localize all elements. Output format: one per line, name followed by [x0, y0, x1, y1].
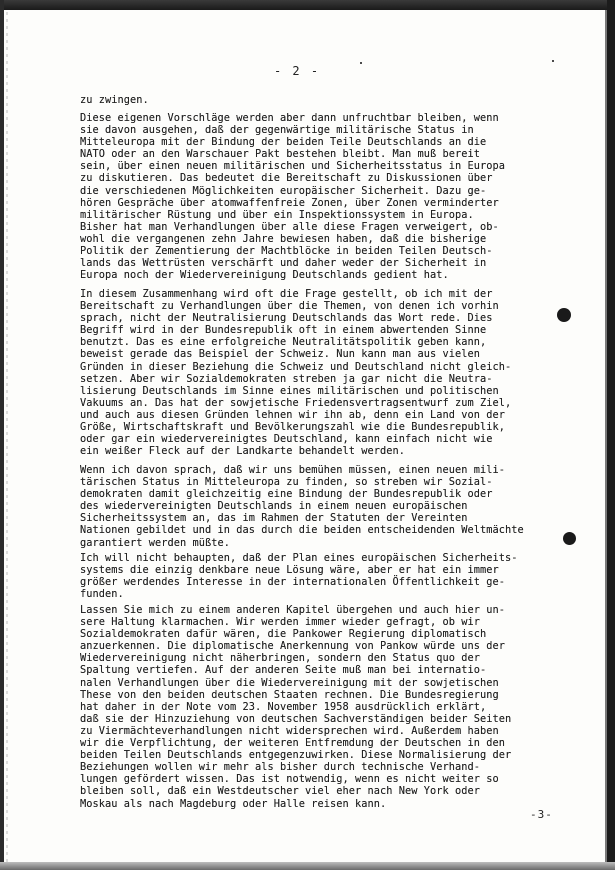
scan-shadow-right [607, 0, 615, 870]
text-line: oder gar ein wiedervereinigtes Deutschland, kann einfach nicht wie [80, 433, 493, 446]
text-line: Lassen Sie mich zu einem anderen Kapitel übergehen und auch hier un- [80, 604, 505, 616]
text-line: setzen. Aber wir Sozialdemokraten streben ja gar nicht die Neutra- [80, 372, 493, 385]
text-line: Begriff wird in der Bundesrepublik oft in einem abwertenden Sinne [80, 324, 487, 337]
text-line: lands das Wettrüsten verschärft und daher weder der Sicherheit in [80, 257, 487, 270]
text-line: Gründen in dieser Beziehung die Schweiz und Deutschland nicht gleich- [80, 360, 512, 373]
text-line: zu diskutieren. Das bedeutet die Bereitschaft zu Diskussionen über [80, 172, 493, 185]
text-line: Beziehungen wollen wir mehr als bisher durch technische Verhand- [80, 761, 480, 774]
paragraph-2 [80, 112, 572, 281]
text-line: Spaltung vertiefen. Auf der anderen Seite muß man bei internatio- [80, 664, 487, 677]
paragraph-5 [80, 552, 572, 600]
paragraph-1 [80, 94, 572, 106]
text-line: Mitteleuropa mit der Bindung der beiden Teile Deutschlands an die [80, 136, 487, 149]
text-line: NATO oder an den Warschauer Pakt bestehen bleibt. Man muß bereit [80, 148, 480, 161]
continuation-marker: -3- [530, 808, 553, 821]
text-line: funden. [80, 588, 124, 601]
text-line: sie davon ausgehen, daß der gegenwärtige militärische Status in [80, 124, 474, 137]
text-line: zu Viermächteverhandlungen nicht widersprechen wird. Außerdem haben [80, 724, 499, 737]
text-line: wir die Verpflichtung, der weiteren Entfremdung der Deutschen in den [80, 737, 505, 750]
text-line: demokraten damit gleichzeitig eine Bindung der Bundesrepublik oder [80, 488, 493, 501]
text-line: sprach, nicht der Neutralisierung Deutschlands das Wort rede. Dies [80, 312, 493, 325]
text-line: die verschiedenen Möglichkeiten europäischer Sicherheit. Dazu ge- [80, 184, 487, 197]
ink-blot [563, 532, 576, 545]
text-line: sere Haltung klarmachen. Wir werden immer wieder gefragt, ob wir [80, 616, 480, 629]
paragraph-6 [80, 604, 572, 810]
text-line: Moskau als nach Magdeburg oder Halle reisen kann. [80, 797, 387, 810]
text-line: größer werdendes Interesse in der internationalen Öffentlichkeit ge- [80, 576, 505, 589]
text-line: Bereitschaft zu Verhandlungen über die Themen, von denen ich vorhin [80, 300, 499, 313]
text-line: systems die einzig denkbare neue Lösung wäre, aber er hat ein immer [80, 564, 499, 577]
punch-hole-trace [6, 12, 8, 862]
text-line: Sicherheitssystem an, das im Rahmen der Statuten der Vereinten [80, 512, 468, 525]
text-line: daß sie der Hinzuziehung von deutschen Sachverständigen beider Seiten [80, 712, 512, 725]
ink-blot [557, 308, 571, 322]
paragraph-4 [80, 464, 572, 549]
paragraph-3 [80, 288, 572, 457]
scan-shadow-bottom [0, 862, 615, 870]
text-line: militärischer Rüstung und über ein Inspektionssystem in Europa. [80, 208, 474, 221]
text-line: Nationen gebildet und in das durch die beiden entscheidenden Weltmächte [80, 524, 524, 537]
text-line: Größe, Wirtschaftskraft und Bevölkerungszahl wie die Bundesrepublik, [80, 421, 505, 434]
text-line: Diese eigenen Vorschläge werden aber dann unfruchtbar bleiben, wenn [80, 112, 499, 124]
text-line: Bisher hat man Verhandlungen über alle diese Fragen verweigert, ob- [80, 220, 499, 233]
text-line: garantiert werden müßte. [80, 536, 230, 549]
text-line: bleiben soll, daß ein Westdeutscher viel eher nach New York oder [80, 785, 480, 798]
text-line: hat daher in der Note vom 23. November 1958 ausdrücklich erklärt, [80, 700, 487, 713]
text-line: tärischen Status in Mitteleuropa zu finden, so streben wir Sozial- [80, 476, 493, 489]
text-line: wohl die vergangenen zehn Jahre bewiesen haben, daß die bisherige [80, 232, 487, 245]
text-line: Wenn ich davon sprach, daß wir uns bemühen müssen, einen neuen mili- [80, 464, 505, 476]
text-line: hören Gespräche über atomwaffenfreie Zonen, über Zonen verminderter [80, 196, 499, 209]
scan-shadow-left [0, 0, 4, 870]
dust-speck [552, 60, 554, 62]
text-line: und auch aus diesen Gründen lehnen wir ihn ab, denn ein Land von der [80, 408, 505, 421]
scan-shadow-top [0, 0, 615, 10]
text-line: Sozialdemokraten dafür wären, die Pankower Regierung diplomatisch [80, 628, 487, 641]
page-number: - 2 - [273, 64, 321, 78]
text-line: ein weißer Fleck auf der Landkarte behandelt werden. [80, 445, 405, 458]
text-line: These von den beiden deutschen Staaten rechnen. Die Bundesregierung [80, 688, 499, 701]
text-line: sein, über einen neuen militärischen und Sicherheitsstatus in Europa [80, 160, 505, 173]
text-line: lungen gefördert wissen. Das ist notwendig, wenn es nicht weiter so [80, 773, 499, 786]
text-line: lisierung Deutschlands im Sinne eines militärischen und politischen [80, 384, 499, 397]
text-line: Ich will nicht behaupten, daß der Plan eines europäischen Sicherheits- [80, 552, 518, 564]
text-line: Politik der Zementierung der Machtblöcke in beiden Teilen Deutsch- [80, 245, 493, 258]
text-line: beiden Teilen Deutschlands entgegenzuwirken. Diese Normalisierung der [80, 749, 512, 762]
text-line: des wiedervereinigten Deutschlands in einem neuen europäischen [80, 500, 468, 513]
text-line: nalen Verhandlungen über die Wiedervereinigung mit der sowjetischen [80, 676, 499, 689]
text-line: Vakuums an. Das hat der sowjetische Friedensvertragsentwurf zum Ziel, [80, 396, 512, 409]
text-line: zu zwingen. [80, 94, 149, 106]
text-line: benutzt. Das es eine erfolgreiche Neutralitätspolitik geben kann, [80, 336, 487, 349]
text-line: beweist gerade das Beispiel der Schweiz. Nun kann man aus vielen [80, 348, 480, 361]
text-line: anzuerkennen. Die diplomatische Anerkennung von Pankow würde uns der [80, 640, 505, 653]
dust-speck [360, 62, 362, 64]
text-line: In diesem Zusammenhang wird oft die Frage gestellt, ob ich mit der [80, 288, 493, 300]
text-line: Wiedervereinigung nicht näherbringen, sondern den Status quo der [80, 652, 480, 665]
text-line: Europa noch der Wiedervereinigung Deutschlands gedient hat. [80, 269, 449, 282]
